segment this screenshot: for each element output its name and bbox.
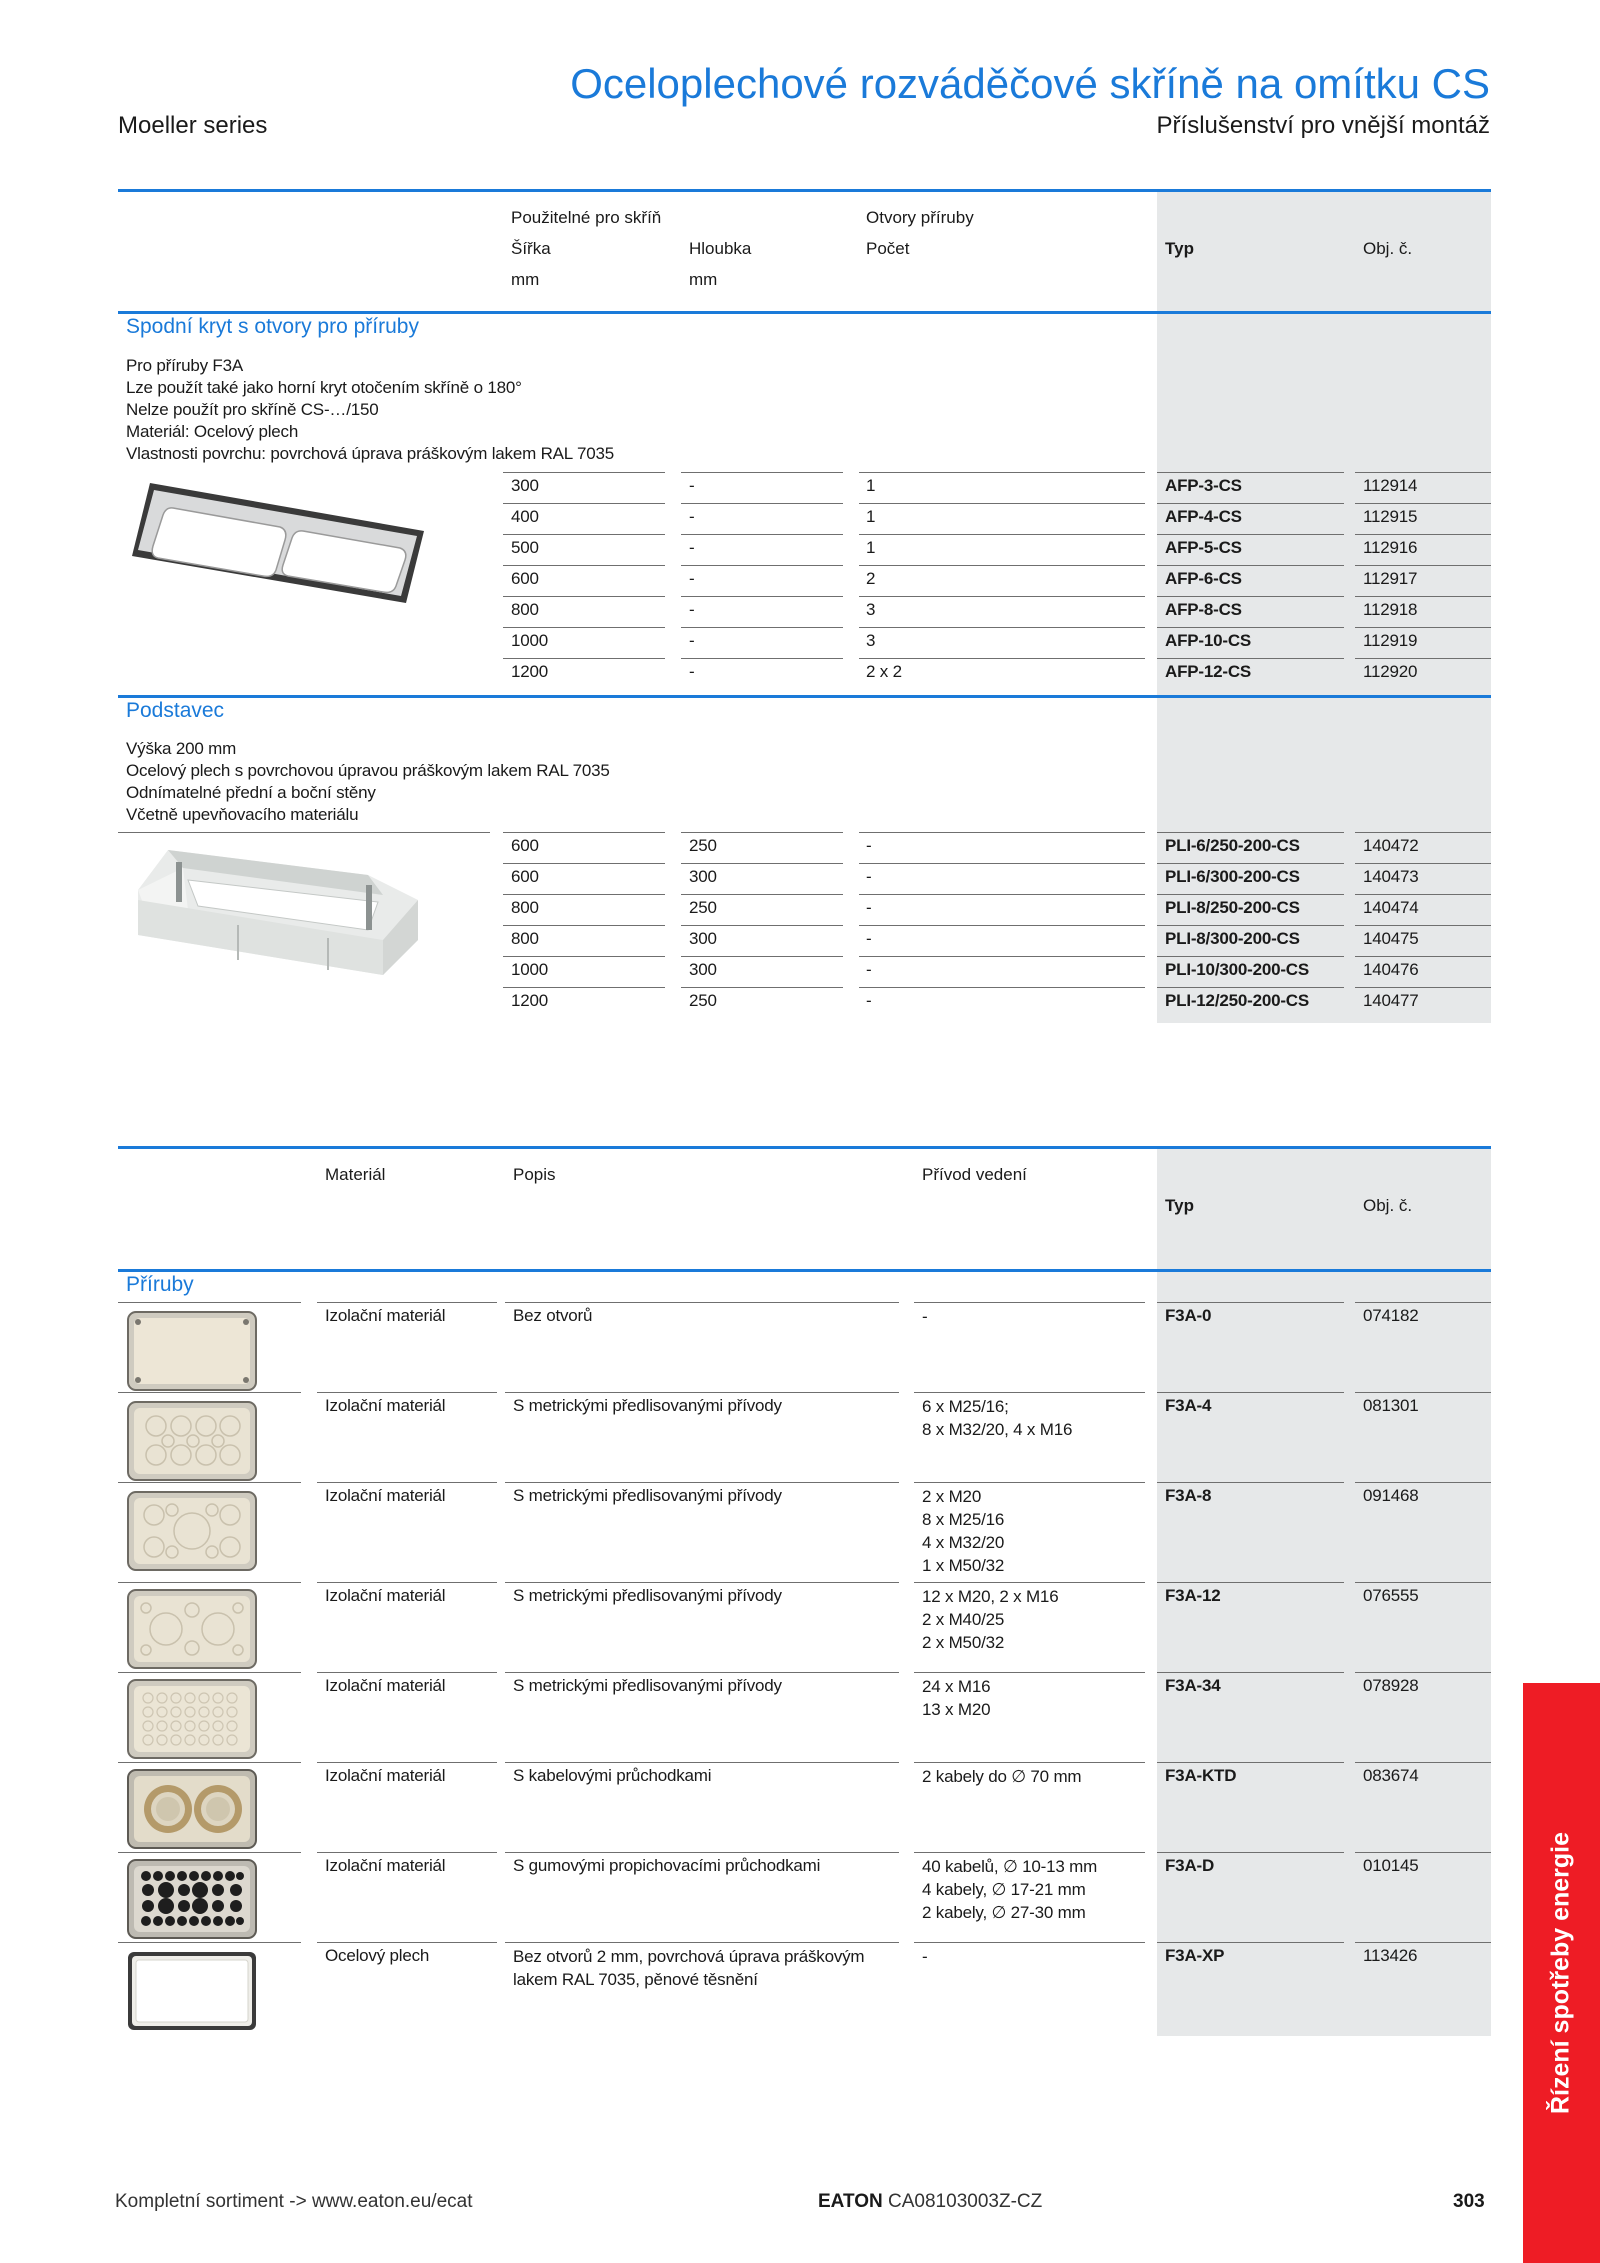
f3a12-material: Izolační materiál [325,1586,446,1605]
base-desc-4: Včetně upevňovacího materiálu [126,805,359,824]
afp-row-7-line-depth [681,658,843,659]
pli-row-3-line-width [503,894,665,895]
f3a8-line-entry [914,1482,1145,1483]
f3a4-line-desc [505,1392,899,1393]
pli-row-5-line-order [1355,956,1491,957]
f3a12-line-entry [914,1582,1145,1583]
f3a4-line-material [317,1392,497,1393]
section-rule-base [118,695,1491,698]
f3a34-line-order [1355,1672,1491,1673]
f3a4-type: F3A-4 [1165,1396,1212,1415]
pli-row-5-line-depth [681,956,843,957]
bottom-cover-desc-5: Vlastnosti povrchu: povrchová úprava práškovým lakem RAL 7035 [126,444,614,463]
afp-row-5-line-type [1157,596,1344,597]
afp-row-2-line-type [1157,503,1344,504]
f3a12-product-image [126,1588,258,1670]
page-number: 303 [1453,2191,1485,2212]
pli-row-1-depth: 250 [689,836,717,855]
afp-row-3-type: AFP-5-CS [1165,538,1242,557]
afp-row-4-depth: - [689,569,695,588]
f3axp-line-entry [914,1942,1145,1943]
section-title-base: Podstavec [126,699,225,722]
f3aktd-line-type [1157,1762,1344,1763]
f3a12-order: 076555 [1363,1586,1419,1605]
pli-row-2-width: 600 [511,867,539,886]
f3a0-type: F3A-0 [1165,1306,1212,1325]
table1-header-flange-openings: Otvory příruby [866,208,974,227]
afp-row-3-width: 500 [511,538,539,557]
afp-row-5-line-depth [681,596,843,597]
bottom-cover-desc-1: Pro příruby F3A [126,356,243,375]
f3a34-line-entry [914,1672,1145,1673]
f3axp-line-desc [505,1942,899,1943]
afp-row-4-line-depth [681,565,843,566]
pli-row-1-width: 600 [511,836,539,855]
pli-row-6-width: 1200 [511,991,549,1010]
f3a12-line-desc [505,1582,899,1583]
pli-row-6-line-width [503,987,665,988]
f3a0-line-type [1157,1302,1344,1303]
afp-row-3-line-depth [681,534,843,535]
table1-header-usable: Použitelné pro skříň [511,208,662,227]
f3a12-line-material [317,1582,497,1583]
f3ad-material: Izolační materiál [325,1856,446,1875]
f3a12-line-image [118,1582,301,1583]
f3ad-line-entry [914,1852,1145,1853]
f3a8-desc: S metrickými předlisovanými přívody [513,1486,782,1505]
pli-row-4-line-type [1157,925,1344,926]
base-desc-2: Ocelový plech s povrchovou úpravou práškovým lakem RAL 7035 [126,761,610,780]
afp-row-7-line-width [503,658,665,659]
section-title-flanges: Příruby [126,1273,194,1296]
afp-row-7-count: 2 x 2 [866,662,902,681]
f3ad-line-image [118,1852,301,1853]
afp-row-2-line-depth [681,503,843,504]
f3axp-desc: Bez otvorů 2 mm, povrchová úprava práškovým lakem RAL 7035, pěnové těsnění [513,1947,865,1989]
table2-header-material: Materiál [325,1165,386,1184]
f3a0-line-entry [914,1302,1145,1303]
pli-row-3-count: - [866,898,872,917]
f3a34-material: Izolační materiál [325,1676,446,1695]
section-rule-flanges [118,1269,1491,1272]
afp-row-4-width: 600 [511,569,539,588]
f3a0-desc: Bez otvorů [513,1306,593,1325]
footer-brand: EATON [818,2191,883,2212]
afp-row-2-width: 400 [511,507,539,526]
pli-row-2-type: PLI-6/300-200-CS [1165,867,1300,886]
pli-row-5-line-type [1157,956,1344,957]
afp-row-3-line-width [503,534,665,535]
base-desc-1: Výška 200 mm [126,739,237,758]
f3axp-type: F3A-XP [1165,1946,1225,1965]
f3a8-type: F3A-8 [1165,1486,1212,1505]
f3a34-line-material [317,1672,497,1673]
f3aktd-entry: 2 kabely do ∅ 70 mm [922,1767,1082,1786]
table1-header-type: Typ [1165,239,1194,258]
f3a4-entry: 6 x M25/16; 8 x M32/20, 4 x M16 [922,1397,1073,1439]
f3a4-line-entry [914,1392,1145,1393]
pli-row-4-depth: 300 [689,929,717,948]
pli-row-3-line-count [859,894,1145,895]
side-section-tab-label: Řízení spotřeby energie [1546,1831,1575,2115]
pli-row-1-line-order [1355,832,1491,833]
table1-header-width: Šířka [511,239,551,258]
afp-row-5-line-order [1355,596,1491,597]
table1-top-rule [118,189,1491,192]
pli-row-6-line-count [859,987,1145,988]
f3a0-material: Izolační materiál [325,1306,446,1325]
pli-row-5-count: - [866,960,872,979]
f3aktd-line-image [118,1762,301,1763]
f3a0-product-image [126,1310,258,1392]
afp-row-3-order: 112916 [1363,538,1418,557]
pli-row-5-width: 1000 [511,960,549,979]
pli-row-2-order: 140473 [1363,867,1419,886]
afp-row-7-order: 112920 [1363,662,1418,681]
f3a4-order: 081301 [1363,1396,1419,1415]
f3a34-entry: 24 x M16 13 x M20 [922,1677,991,1719]
afp-row-6-depth: - [689,631,695,650]
f3axp-line-material [317,1942,497,1943]
f3aktd-line-order [1355,1762,1491,1763]
pli-row-3-depth: 250 [689,898,717,917]
f3axp-line-type [1157,1942,1344,1943]
f3aktd-line-material [317,1762,497,1763]
pli-row-5-depth: 300 [689,960,717,979]
pli-row-6-line-type [1157,987,1344,988]
f3a0-order: 074182 [1363,1306,1419,1325]
afp-row-5-depth: - [689,600,695,619]
pli-row-6-count: - [866,991,872,1010]
afp-row-1-order: 112914 [1363,476,1418,495]
afp-row-4-line-order [1355,565,1491,566]
base-desc-3: Odnímatelné přední a boční stěny [126,783,376,802]
afp-row-2-line-order [1355,503,1491,504]
f3a12-line-type [1157,1582,1344,1583]
pli-row-6-order: 140477 [1363,991,1419,1010]
pli-row-1-line-depth [681,832,843,833]
f3a8-line-image [118,1482,301,1483]
page-title: Oceloplechové rozváděčové skříně na omítku CS [570,60,1490,107]
afp-row-2-order: 112915 [1363,507,1418,526]
afp-row-5-order: 112918 [1363,600,1418,619]
series-label: Moeller series [118,112,268,139]
afp-row-6-line-depth [681,627,843,628]
pli-row-5-line-count [859,956,1145,957]
pli-row-2-depth: 300 [689,867,717,886]
pli-row-1-order: 140472 [1363,836,1419,855]
f3a8-line-material [317,1482,497,1483]
afp-row-2-type: AFP-4-CS [1165,507,1242,526]
f3a4-line-order [1355,1392,1491,1393]
table1-header-count: Počet [866,239,910,258]
pli-row-4-type: PLI-8/300-200-CS [1165,929,1300,948]
table2-header-entry: Přívod vedení [922,1165,1027,1184]
f3ad-line-desc [505,1852,899,1853]
f3a8-line-type [1157,1482,1344,1483]
pli-row-2-line-count [859,863,1145,864]
pli-row-5-line-width [503,956,665,957]
pli-row-4-order: 140475 [1363,929,1419,948]
f3a12-line-order [1355,1582,1491,1583]
f3a34-line-image [118,1672,301,1673]
afp-row-1-line-count [859,472,1145,473]
pli-row-4-line-order [1355,925,1491,926]
pli-row-1-count: - [866,836,872,855]
f3a4-product-image [126,1400,258,1482]
afp-row-7-depth: - [689,662,695,681]
pli-row-3-line-depth [681,894,843,895]
pli-row-3-line-order [1355,894,1491,895]
afp-row-3-line-type [1157,534,1344,535]
afp-row-7-width: 1200 [511,662,549,681]
pli-row-2-line-width [503,863,665,864]
base-desc-rule [118,832,490,833]
afp-row-1-width: 300 [511,476,539,495]
afp-row-2-line-width [503,503,665,504]
f3a34-type: F3A-34 [1165,1676,1221,1695]
f3aktd-material: Izolační materiál [325,1766,446,1785]
f3a8-material: Izolační materiál [325,1486,446,1505]
afp-row-3-line-count [859,534,1145,535]
afp-row-6-type: AFP-10-CS [1165,631,1252,650]
pli-row-3-order: 140474 [1363,898,1419,917]
f3ad-desc: S gumovými propichovacími průchodkami [513,1856,821,1875]
f3a8-line-desc [505,1482,899,1483]
pli-row-2-count: - [866,867,872,886]
page-subtitle: Příslušenství pro vnější montáž [1156,112,1490,139]
f3ad-line-type [1157,1852,1344,1853]
afp-row-1-line-depth [681,472,843,473]
afp-row-6-line-type [1157,627,1344,628]
afp-row-6-line-order [1355,627,1491,628]
f3ad-product-image [126,1858,258,1940]
bottom-cover-desc-4: Materiál: Ocelový plech [126,422,299,441]
f3aktd-desc: S kabelovými průchodkami [513,1766,712,1785]
afp-row-5-line-width [503,596,665,597]
f3axp-entry: - [922,1947,928,1966]
f3a4-desc: S metrickými předlisovanými přívody [513,1396,782,1415]
bottom-cover-product-image [128,478,428,608]
table1-header-depth-unit: mm [689,270,718,289]
f3aktd-order: 083674 [1363,1766,1419,1785]
afp-row-4-count: 2 [866,569,876,588]
afp-row-1-depth: - [689,476,695,495]
pli-row-3-width: 800 [511,898,539,917]
afp-row-5-type: AFP-8-CS [1165,600,1242,619]
side-section-tab [1523,1683,1600,2263]
f3ad-line-order [1355,1852,1491,1853]
f3aktd-line-entry [914,1762,1145,1763]
f3axp-line-order [1355,1942,1491,1943]
afp-row-2-line-count [859,503,1145,504]
afp-row-1-line-type [1157,472,1344,473]
afp-row-1-line-width [503,472,665,473]
f3a0-entry: - [922,1307,928,1326]
f3axp-order: 113426 [1363,1946,1418,1965]
f3ad-order: 010145 [1363,1856,1419,1875]
f3axp-material: Ocelový plech [325,1946,430,1965]
afp-row-5-line-count [859,596,1145,597]
pli-row-4-count: - [866,929,872,948]
f3a8-line-order [1355,1482,1491,1483]
section-title-bottom-cover: Spodní kryt s otvory pro příruby [126,315,419,338]
afp-row-3-line-order [1355,534,1491,535]
f3a0-line-image [118,1302,301,1303]
table1-header-depth: Hloubka [689,239,752,258]
afp-row-1-count: 1 [866,476,876,495]
pli-row-2-line-depth [681,863,843,864]
f3ad-line-material [317,1852,497,1853]
f3aktd-type: F3A-KTD [1165,1766,1237,1785]
pli-row-1-line-type [1157,832,1344,833]
afp-row-4-line-type [1157,565,1344,566]
pli-row-4-line-depth [681,925,843,926]
bottom-cover-desc-3: Nelze použít pro skříně CS-…/150 [126,400,379,419]
afp-row-4-order: 112917 [1363,569,1418,588]
footer-catalog-link[interactable]: Kompletní sortiment -> www.eaton.eu/ecat [115,2191,473,2212]
afp-row-6-line-count [859,627,1145,628]
f3ad-entry: 40 kabelů, ∅ 10-13 mm 4 kabely, ∅ 17-21 mm 2 kabely, ∅ 27-30 mm [922,1857,1098,1922]
afp-row-6-line-width [503,627,665,628]
f3a0-line-desc [505,1302,899,1303]
pli-row-4-line-width [503,925,665,926]
pli-row-1-type: PLI-6/250-200-CS [1165,836,1300,855]
f3a34-product-image [126,1678,258,1760]
afp-row-1-line-order [1355,472,1491,473]
footer-catalog-number: CA08103003Z-CZ [888,2191,1043,2212]
table2-header-order: Obj. č. [1363,1196,1413,1215]
table1-header-width-unit: mm [511,270,540,289]
f3aktd-line-desc [505,1762,899,1763]
f3a8-product-image [126,1490,258,1572]
pli-row-1-line-count [859,832,1145,833]
f3a34-line-type [1157,1672,1344,1673]
f3a0-line-order [1355,1302,1491,1303]
pli-row-2-line-order [1355,863,1491,864]
f3a12-desc: S metrickými předlisovanými přívody [513,1586,782,1605]
afp-row-4-line-count [859,565,1145,566]
f3a8-entry: 2 x M20 8 x M25/16 4 x M32/20 1 x M50/32 [922,1487,1005,1575]
table2-top-rule [118,1146,1491,1149]
afp-row-4-type: AFP-6-CS [1165,569,1242,588]
f3a34-line-desc [505,1672,899,1673]
f3aktd-product-image [126,1768,258,1850]
pli-row-6-line-depth [681,987,843,988]
afp-row-6-order: 112919 [1363,631,1418,650]
pli-row-4-line-count [859,925,1145,926]
f3a34-desc: S metrickými předlisovanými přívody [513,1676,782,1695]
afp-row-2-count: 1 [866,507,876,526]
afp-row-6-count: 3 [866,631,876,650]
afp-row-7-line-order [1355,658,1491,659]
pli-row-1-line-width [503,832,665,833]
table1-header-order: Obj. č. [1363,239,1413,258]
afp-row-1-type: AFP-3-CS [1165,476,1242,495]
pli-row-3-type: PLI-8/250-200-CS [1165,898,1300,917]
section-rule-bottom-cover [118,311,1491,314]
f3a12-entry: 12 x M20, 2 x M16 2 x M40/25 2 x M50/32 [922,1587,1059,1652]
f3axp-product-image [126,1950,260,2032]
base-product-image [128,840,428,980]
pli-row-5-order: 140476 [1363,960,1419,979]
pli-row-2-line-type [1157,863,1344,864]
afp-row-5-count: 3 [866,600,876,619]
f3a4-line-image [118,1392,301,1393]
afp-row-3-depth: - [689,538,695,557]
f3a34-order: 078928 [1363,1676,1419,1695]
f3axp-line-image [118,1942,301,1943]
pli-row-6-line-order [1355,987,1491,988]
pli-row-6-depth: 250 [689,991,717,1010]
afp-row-3-count: 1 [866,538,876,557]
f3a8-order: 091468 [1363,1486,1419,1505]
f3a12-type: F3A-12 [1165,1586,1221,1605]
pli-row-6-type: PLI-12/250-200-CS [1165,991,1310,1010]
afp-row-7-line-type [1157,658,1344,659]
bottom-cover-desc-2: Lze použít také jako horní kryt otočením skříně o 180° [126,378,522,397]
f3ad-type: F3A-D [1165,1856,1215,1875]
table2-header-type: Typ [1165,1196,1194,1215]
table2-header-desc: Popis [513,1165,556,1184]
afp-row-6-width: 1000 [511,631,549,650]
pli-row-3-line-type [1157,894,1344,895]
f3a0-line-material [317,1302,497,1303]
afp-row-7-type: AFP-12-CS [1165,662,1252,681]
f3a4-line-type [1157,1392,1344,1393]
footer-brand-catalog [818,2191,1042,2213]
afp-row-2-depth: - [689,507,695,526]
afp-row-4-line-width [503,565,665,566]
f3a4-material: Izolační materiál [325,1396,446,1415]
afp-row-7-line-count [859,658,1145,659]
afp-row-5-width: 800 [511,600,539,619]
pli-row-4-width: 800 [511,929,539,948]
pli-row-5-type: PLI-10/300-200-CS [1165,960,1310,979]
